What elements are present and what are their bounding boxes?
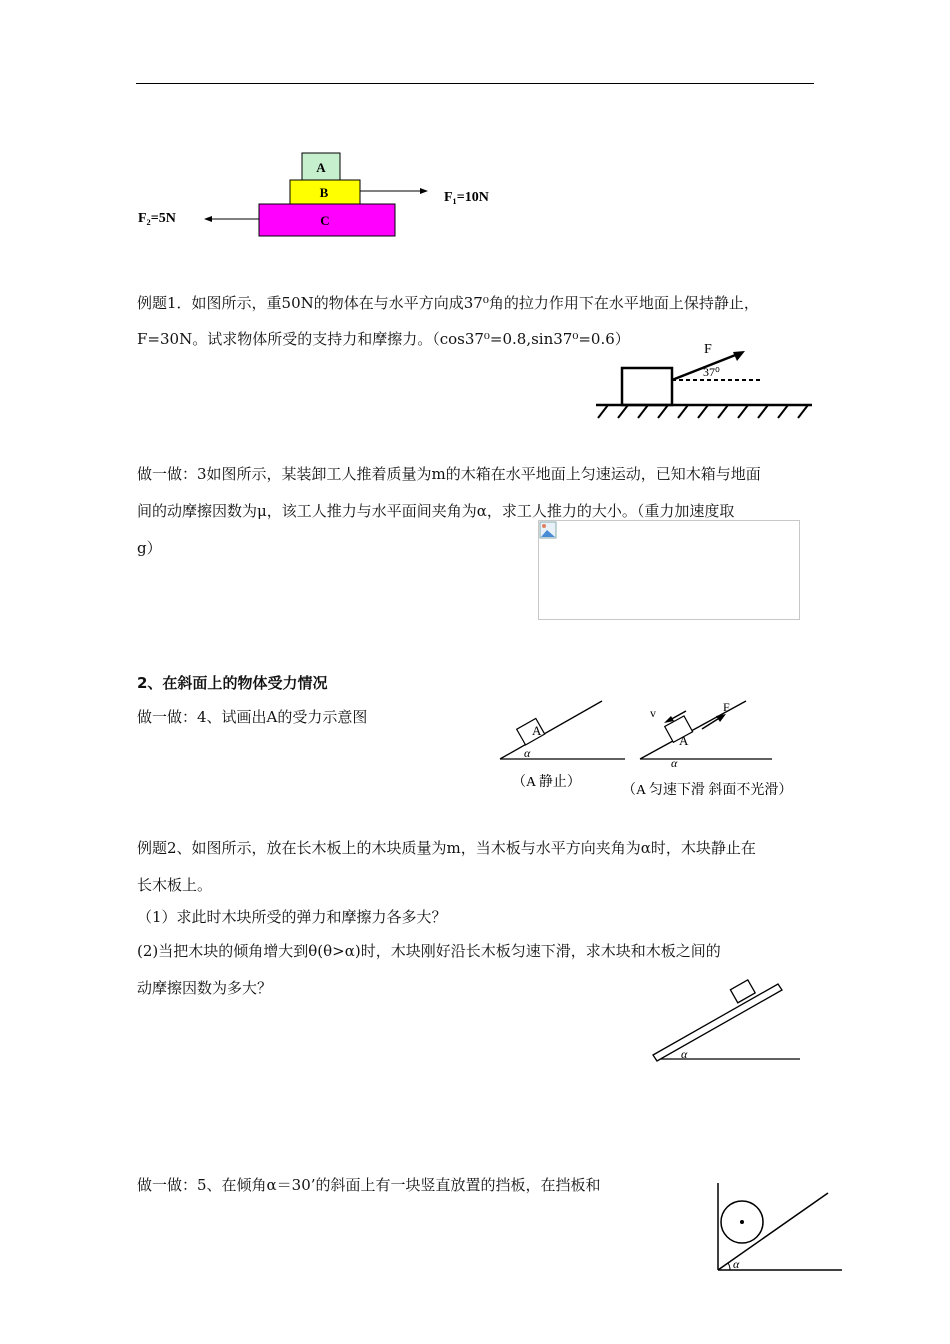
try3-line2: 间的动摩擦因数为μ，该工人推力与水平面间夹角为α，求工人推力的大小。（重力加速度取 — [137, 502, 735, 520]
stacked-blocks-figure — [130, 145, 550, 245]
example1-line1: 例题1．如图所示，重50N的物体在与水平方向成37⁰角的拉力作用下在水平地面上保持静止， — [137, 294, 759, 312]
block-a-label: A — [316, 160, 326, 175]
fig2-v-label: v — [650, 706, 656, 720]
try5-line1: 做一做：5、在倾角α＝30’的斜面上有一块竖直放置的挡板，在挡板和 — [137, 1176, 601, 1194]
force-label: F — [704, 342, 712, 357]
fig2-f-label: F — [723, 700, 730, 714]
try3-line3: g） — [137, 539, 162, 557]
ball-on-incline-figure — [700, 1178, 845, 1278]
missing-image-placeholder — [538, 520, 800, 620]
f1-label: F₁=10N — [444, 190, 489, 205]
try4-line1: 做一做：4、试画出A的受力示意图 — [137, 708, 368, 726]
box — [622, 368, 672, 405]
header-rule — [136, 83, 814, 84]
example2-q2-line1: (2)当把木块的倾角增大到θ(θ>α)时，木块刚好沿长木板匀速下滑，求木块和木板之间的 — [137, 942, 721, 960]
ball-center — [740, 1220, 744, 1224]
f2-label: F₂=5N — [138, 211, 176, 226]
try3-line1: 做一做：3如图所示，某装卸工人推着质量为m的木箱在水平地面上匀速运动，已知木箱与地面 — [137, 465, 761, 483]
incline-figures — [490, 695, 830, 805]
incline-angle-label: α — [733, 1257, 740, 1271]
fig1-caption: （A 静止） — [512, 775, 581, 790]
angle-label: 37⁰ — [703, 365, 720, 379]
example2-q2-line2: 动摩擦因数为多大？ — [137, 979, 273, 997]
board-angle-label: α — [681, 1047, 688, 1061]
fig1-block-label: A — [532, 723, 542, 738]
pull-force-figure — [590, 340, 820, 425]
broken-image-icon — [539, 521, 557, 539]
block-b-label: B — [319, 185, 329, 200]
example2-line1: 例题2、如图所示，放在长木板上的木块质量为m，当木板与水平方向夹角为α时，木块静止在 — [137, 839, 756, 857]
block-c-label: C — [320, 213, 330, 228]
board — [653, 984, 782, 1061]
example2-q1: （1）求此时木块所受的弹力和摩擦力各多大？ — [137, 908, 447, 926]
example1-line2: F=30N。试求物体所受的支持力和摩擦力。（cos37⁰=0.8,sin37⁰=0.6） — [137, 330, 630, 348]
section2-heading: 2、在斜面上的物体受力情况 — [137, 674, 328, 692]
fig2-angle-label: α — [671, 756, 678, 770]
example2-line2: 长木板上。 — [137, 876, 213, 894]
inclined-board-figure — [645, 975, 810, 1070]
fig2-block-label: A — [679, 733, 689, 748]
fig2-caption: （A 匀速下滑 斜面不光滑） — [622, 783, 793, 798]
ground-hatching — [598, 405, 808, 418]
fig1-angle-label: α — [524, 746, 531, 760]
